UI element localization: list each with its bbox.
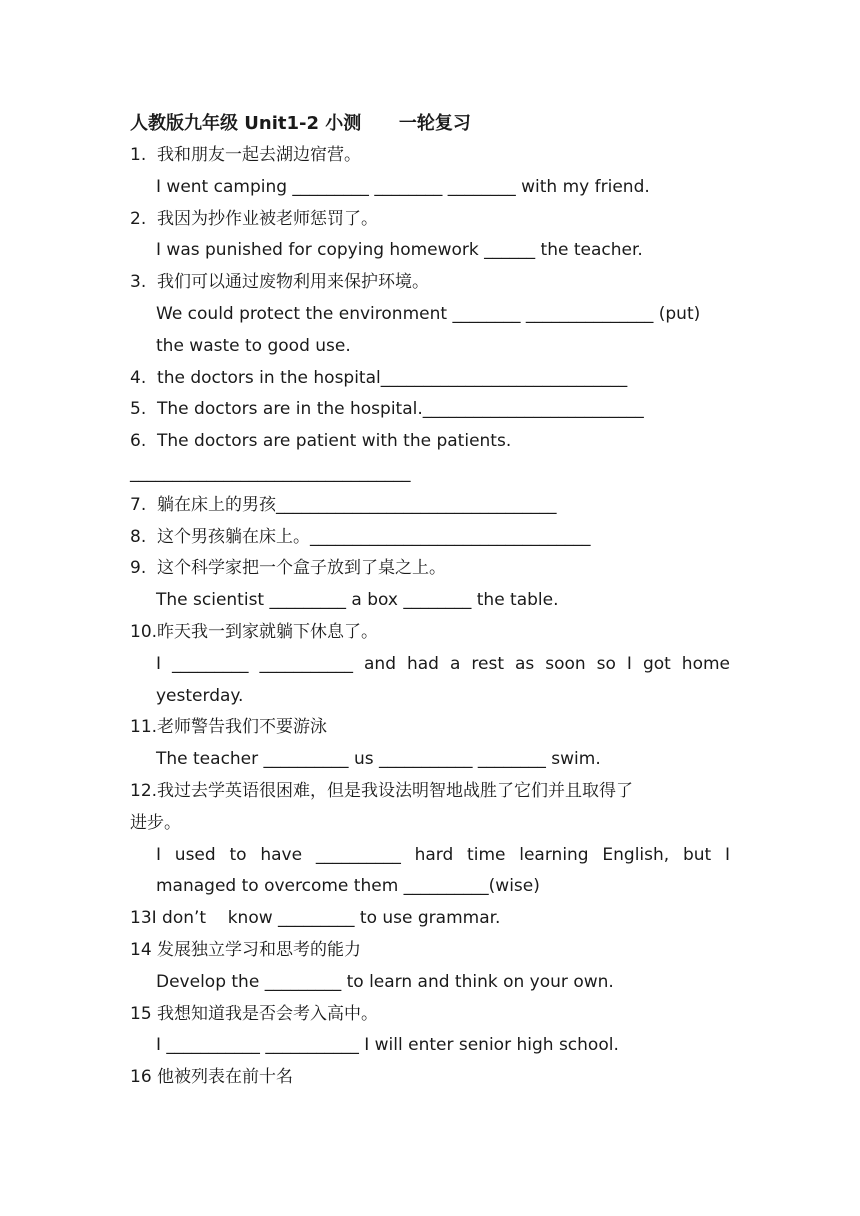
answer-line-10a: I _________ ___________ and had a rest as soon so I got home xyxy=(156,653,730,674)
question-14: 14 发展独立学习和思考的能力 xyxy=(130,939,362,960)
question-5: 5. The doctors are in the hospital.__________________________ xyxy=(130,399,644,420)
question-6: 6. The doctors are patient with the patients. xyxy=(130,431,512,452)
question-13: 13I don’t know _________ to use grammar. xyxy=(130,908,501,929)
answer-line-14: Develop the _________ to learn and think on your own. xyxy=(156,971,614,992)
question-7: 7. 躺在床上的男孩_________________________________ xyxy=(130,494,557,515)
answer-line-6: _________________________________ xyxy=(130,462,411,483)
answer-line-10b: yesterday. xyxy=(156,685,244,706)
answer-line-3b: the waste to good use. xyxy=(156,335,351,356)
question-15: 15 我想知道我是否会考入高中。 xyxy=(130,1003,379,1024)
question-11: 11.老师警告我们不要游泳 xyxy=(130,717,328,738)
question-4: 4. the doctors in the hospital_____________________________ xyxy=(130,367,628,388)
question-1: 1. 我和朋友一起去湖边宿营。 xyxy=(130,145,362,165)
answer-line-12b: managed to overcome them __________(wise) xyxy=(156,876,540,897)
answer-line-2: I was punished for copying homework ______ the teacher. xyxy=(156,240,643,261)
answer-line-11: The teacher __________ us ___________ ________ swim. xyxy=(156,749,601,770)
worksheet xyxy=(130,108,730,1094)
question-10: 10.昨天我一到家就躺下休息了。 xyxy=(130,621,379,642)
answer-line-9: The scientist _________ a box ________ the table. xyxy=(156,590,559,611)
question-3: 3. 我们可以通过废物利用来保护环境。 xyxy=(130,272,430,293)
question-9: 9. 这个科学家把一个盒子放到了桌之上。 xyxy=(130,558,447,579)
answer-line-1: I went camping _________ ________ ________ with my friend. xyxy=(156,176,650,197)
question-12a: 12.我过去学英语很困难，但是我设法明智地战胜了它们并且取得了 xyxy=(130,780,634,801)
answer-line-12a: I used to have __________ hard time learning English, but I xyxy=(156,844,730,865)
worksheet-title: 人教版九年级 Unit1-2 小测 一轮复习 xyxy=(130,113,471,134)
answer-line-3a: We could protect the environment ________ _______________ (put) xyxy=(156,303,701,324)
question-16: 16 他被列表在前十名 xyxy=(130,1067,294,1088)
question-2: 2. 我因为抄作业被老师惩罚了。 xyxy=(130,208,379,229)
question-8: 8. 这个男孩躺在床上。_________________________________ xyxy=(130,526,591,547)
question-12b: 进步。 xyxy=(130,812,181,833)
answer-line-15: I ___________ ___________ I will enter senior high school. xyxy=(156,1035,619,1056)
